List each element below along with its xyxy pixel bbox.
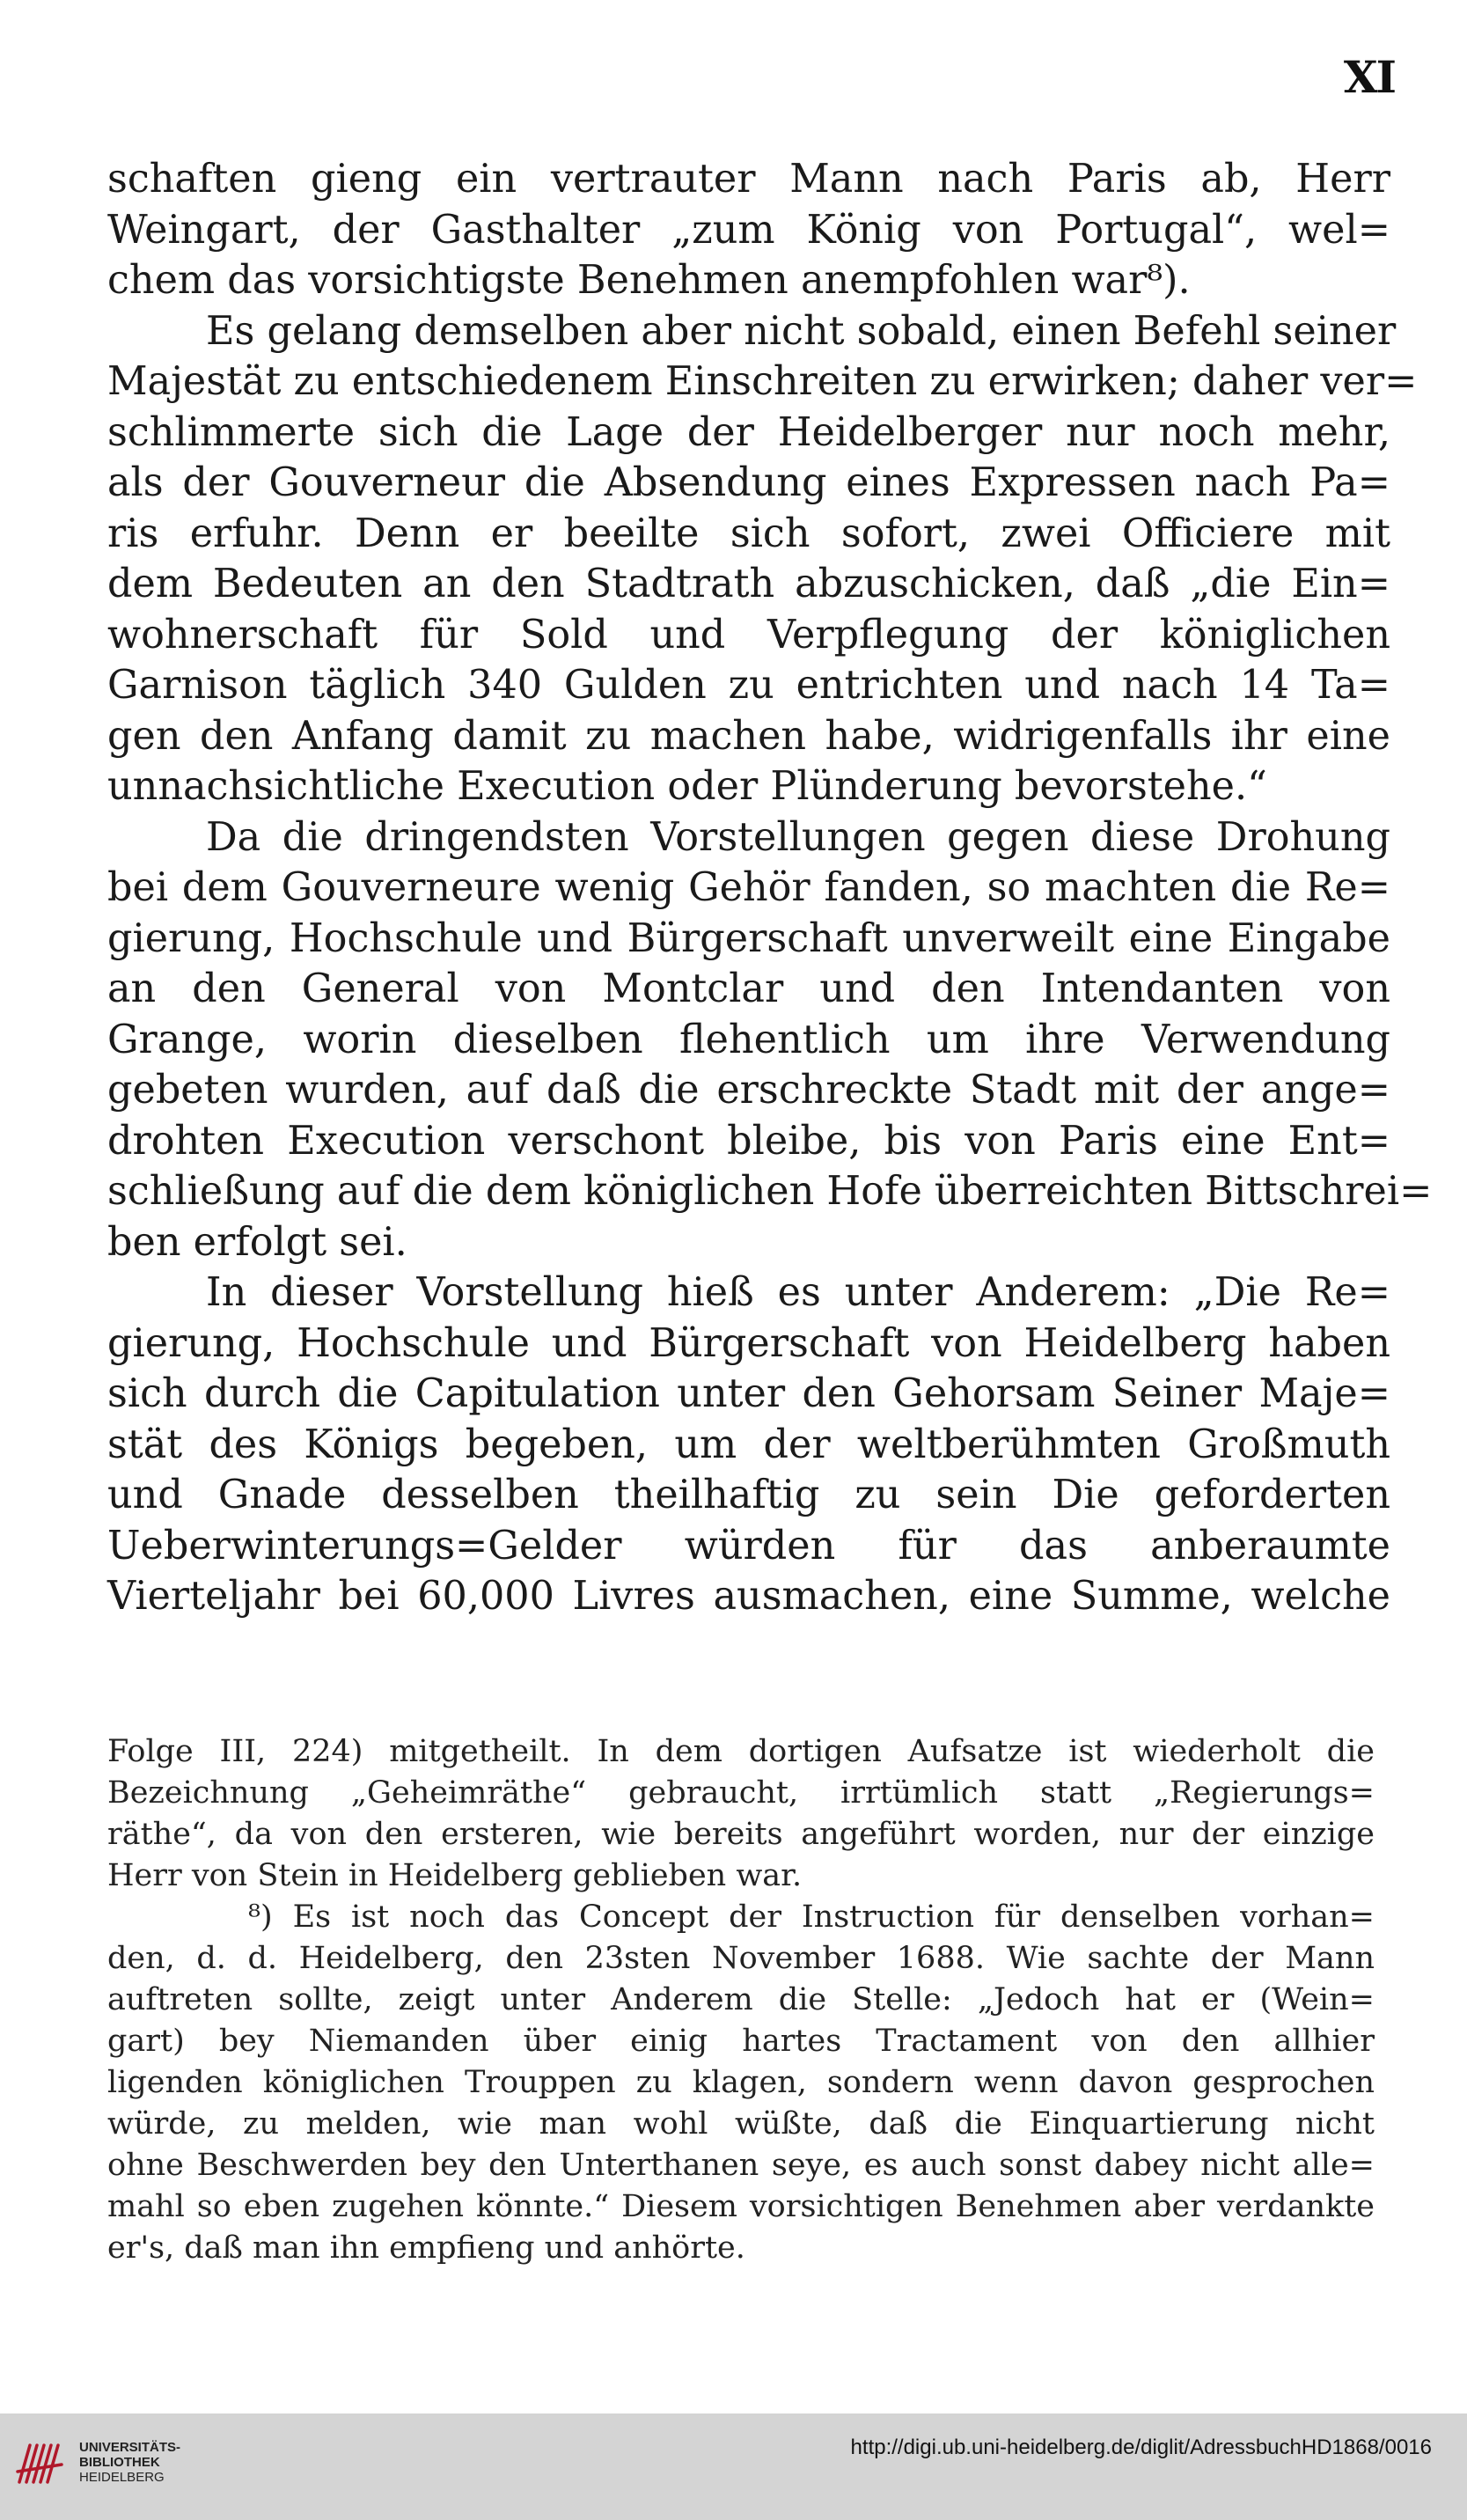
source-url-link[interactable]: http://digi.ub.uni-heidelberg.de/diglit/AdressbuchHD1868/0016 (850, 2436, 1432, 2459)
body-line: Grange, worin dieselben flehentlich um ihre Verwendung (107, 1017, 1390, 1062)
body-line: gebeten wurden, auf daß die erschreckte Stadt mit der ange= (107, 1068, 1390, 1113)
body-line: sich durch die Capitulation unter den Gehorsam Seiner Maje= (107, 1371, 1390, 1416)
body-line: gen den Anfang damit zu machen habe, widrigenfalls ihr eine (107, 713, 1390, 759)
body-line: stät des Königs begeben, um der weltberühmten Großmuth (107, 1422, 1390, 1467)
body-line: schließung auf die dem königlichen Hofe überreichten Bittschrei= (107, 1169, 1433, 1214)
logo-line: BIBLIOTHEK (79, 2455, 160, 2470)
body-line: schlimmerte sich die Lage der Heidelberger nur noch mehr, (107, 409, 1390, 455)
footnote-line: würde, zu melden, wie man wohl wüßte, daß die Einquartierung nicht (107, 2106, 1375, 2142)
logo-line: UNIVERSITÄTS- (79, 2440, 181, 2455)
body-line: bei dem Gouverneure wenig Gehör fanden, so machten die Re= (107, 865, 1390, 910)
body-line: chem das vorsichtigste Benehmen anempfohlen war⁸). (107, 258, 1191, 303)
body-line: und Gnade desselben theilhaftig zu sein Die geforderten (107, 1473, 1390, 1517)
footnote-line: Herr von Stein in Heidelberg geblieben war. (107, 1858, 803, 1893)
body-line: unnachsichtliche Execution oder Plünderung bevorstehe.“ (107, 764, 1267, 809)
footnote-line: Bezeichnung „Geheimräthe“ gebraucht, irrtümlich statt „Regierungs= (107, 1775, 1375, 1811)
footnote-line: den, d. d. Heidelberg, den 23sten November 1688. Wie sachte der Mann (107, 1941, 1375, 1976)
footnote-line: Folge III, 224) mitgetheilt. In dem dortigen Aufsatze ist wiederholt die (107, 1734, 1375, 1769)
footnotes (107, 1731, 1375, 2269)
footnote-line: gart) bey Niemanden über einig hartes Tractament von den allhier (107, 2024, 1375, 2059)
library-logo-text (79, 2440, 180, 2485)
body-line: Vierteljahr bei 60,000 Livres ausmachen, eine Summe, welche (107, 1574, 1390, 1619)
footnote-line: räthe“, da von den ersteren, wie bereits angeführt worden, nur der einzige (107, 1817, 1375, 1852)
body-line: Es gelang demselben aber nicht sobald, einen Befehl seiner (206, 308, 1397, 354)
body-line: dem Bedeuten an den Stadtrath abzuschicken, daß „die Ein= (107, 562, 1390, 606)
library-logo-icon (12, 2435, 67, 2489)
body-line: gierung, Hochschule und Bürgerschaft unverweilt eine Eingabe (107, 915, 1390, 961)
footnote-line: auftreten sollte, zeigt unter Anderem die Stelle: „Jedoch hat er (Wein= (107, 1982, 1375, 2017)
body-line: ben erfolgt sei. (107, 1219, 407, 1265)
body-line: Da die dringendsten Vorstellungen gegen diese Drohung (206, 814, 1390, 860)
body-line: schaften gieng ein vertrauter Mann nach Paris ab, Herr (107, 157, 1390, 202)
body-line: ris erfuhr. Denn er beeilte sich sofort, zwei Officiere mit (107, 511, 1390, 556)
footnote-line: ligenden königlichen Trouppen zu klagen, sondern wenn davon gesprochen (107, 2065, 1375, 2100)
footnote-line: ohne Beschwerden bey den Unterthanen seye, es auch sonst dabey nicht alle= (107, 2148, 1375, 2183)
footnote-line: ⁸) Es ist noch das Concept der Instruction für denselben vorhan= (248, 1899, 1375, 1935)
page-number: XI (1343, 51, 1395, 103)
body-line: als der Gouverneur die Absendung eines Expressen nach Pa= (107, 460, 1390, 505)
footnote-line: mahl so eben zugehen könnte.“ Diesem vorsichtigen Benehmen aber verdankte (107, 2189, 1375, 2224)
body-line: Garnison täglich 340 Gulden zu entrichten und nach 14 Ta= (107, 663, 1390, 708)
body-line: an den General von Montclar und den Intendanten von (107, 966, 1390, 1011)
footnote-line: er's, daß man ihn empfieng und anhörte. (107, 2230, 745, 2266)
footer-bar (0, 2413, 1467, 2520)
body-text (107, 154, 1433, 1622)
body-line: wohnerschaft für Sold und Verpflegung der königlichen (107, 612, 1390, 658)
body-line: drohten Execution verschont bleibe, bis von Paris eine Ent= (107, 1118, 1390, 1164)
body-line: gierung, Hochschule und Bürgerschaft von Heidelberg haben (107, 1320, 1390, 1366)
body-line: Weingart, der Gasthalter „zum König von Portugal“, wel= (107, 207, 1390, 253)
body-line: Majestät zu entschiedenem Einschreiten zu erwirken; daher ver= (107, 359, 1418, 404)
body-line: Ueberwinterungs=Gelder würden für das anberaumte (107, 1523, 1390, 1569)
logo-line: HEIDELBERG (79, 2470, 165, 2485)
body-line: In dieser Vorstellung hieß es unter Anderem: „Die Re= (206, 1270, 1390, 1315)
